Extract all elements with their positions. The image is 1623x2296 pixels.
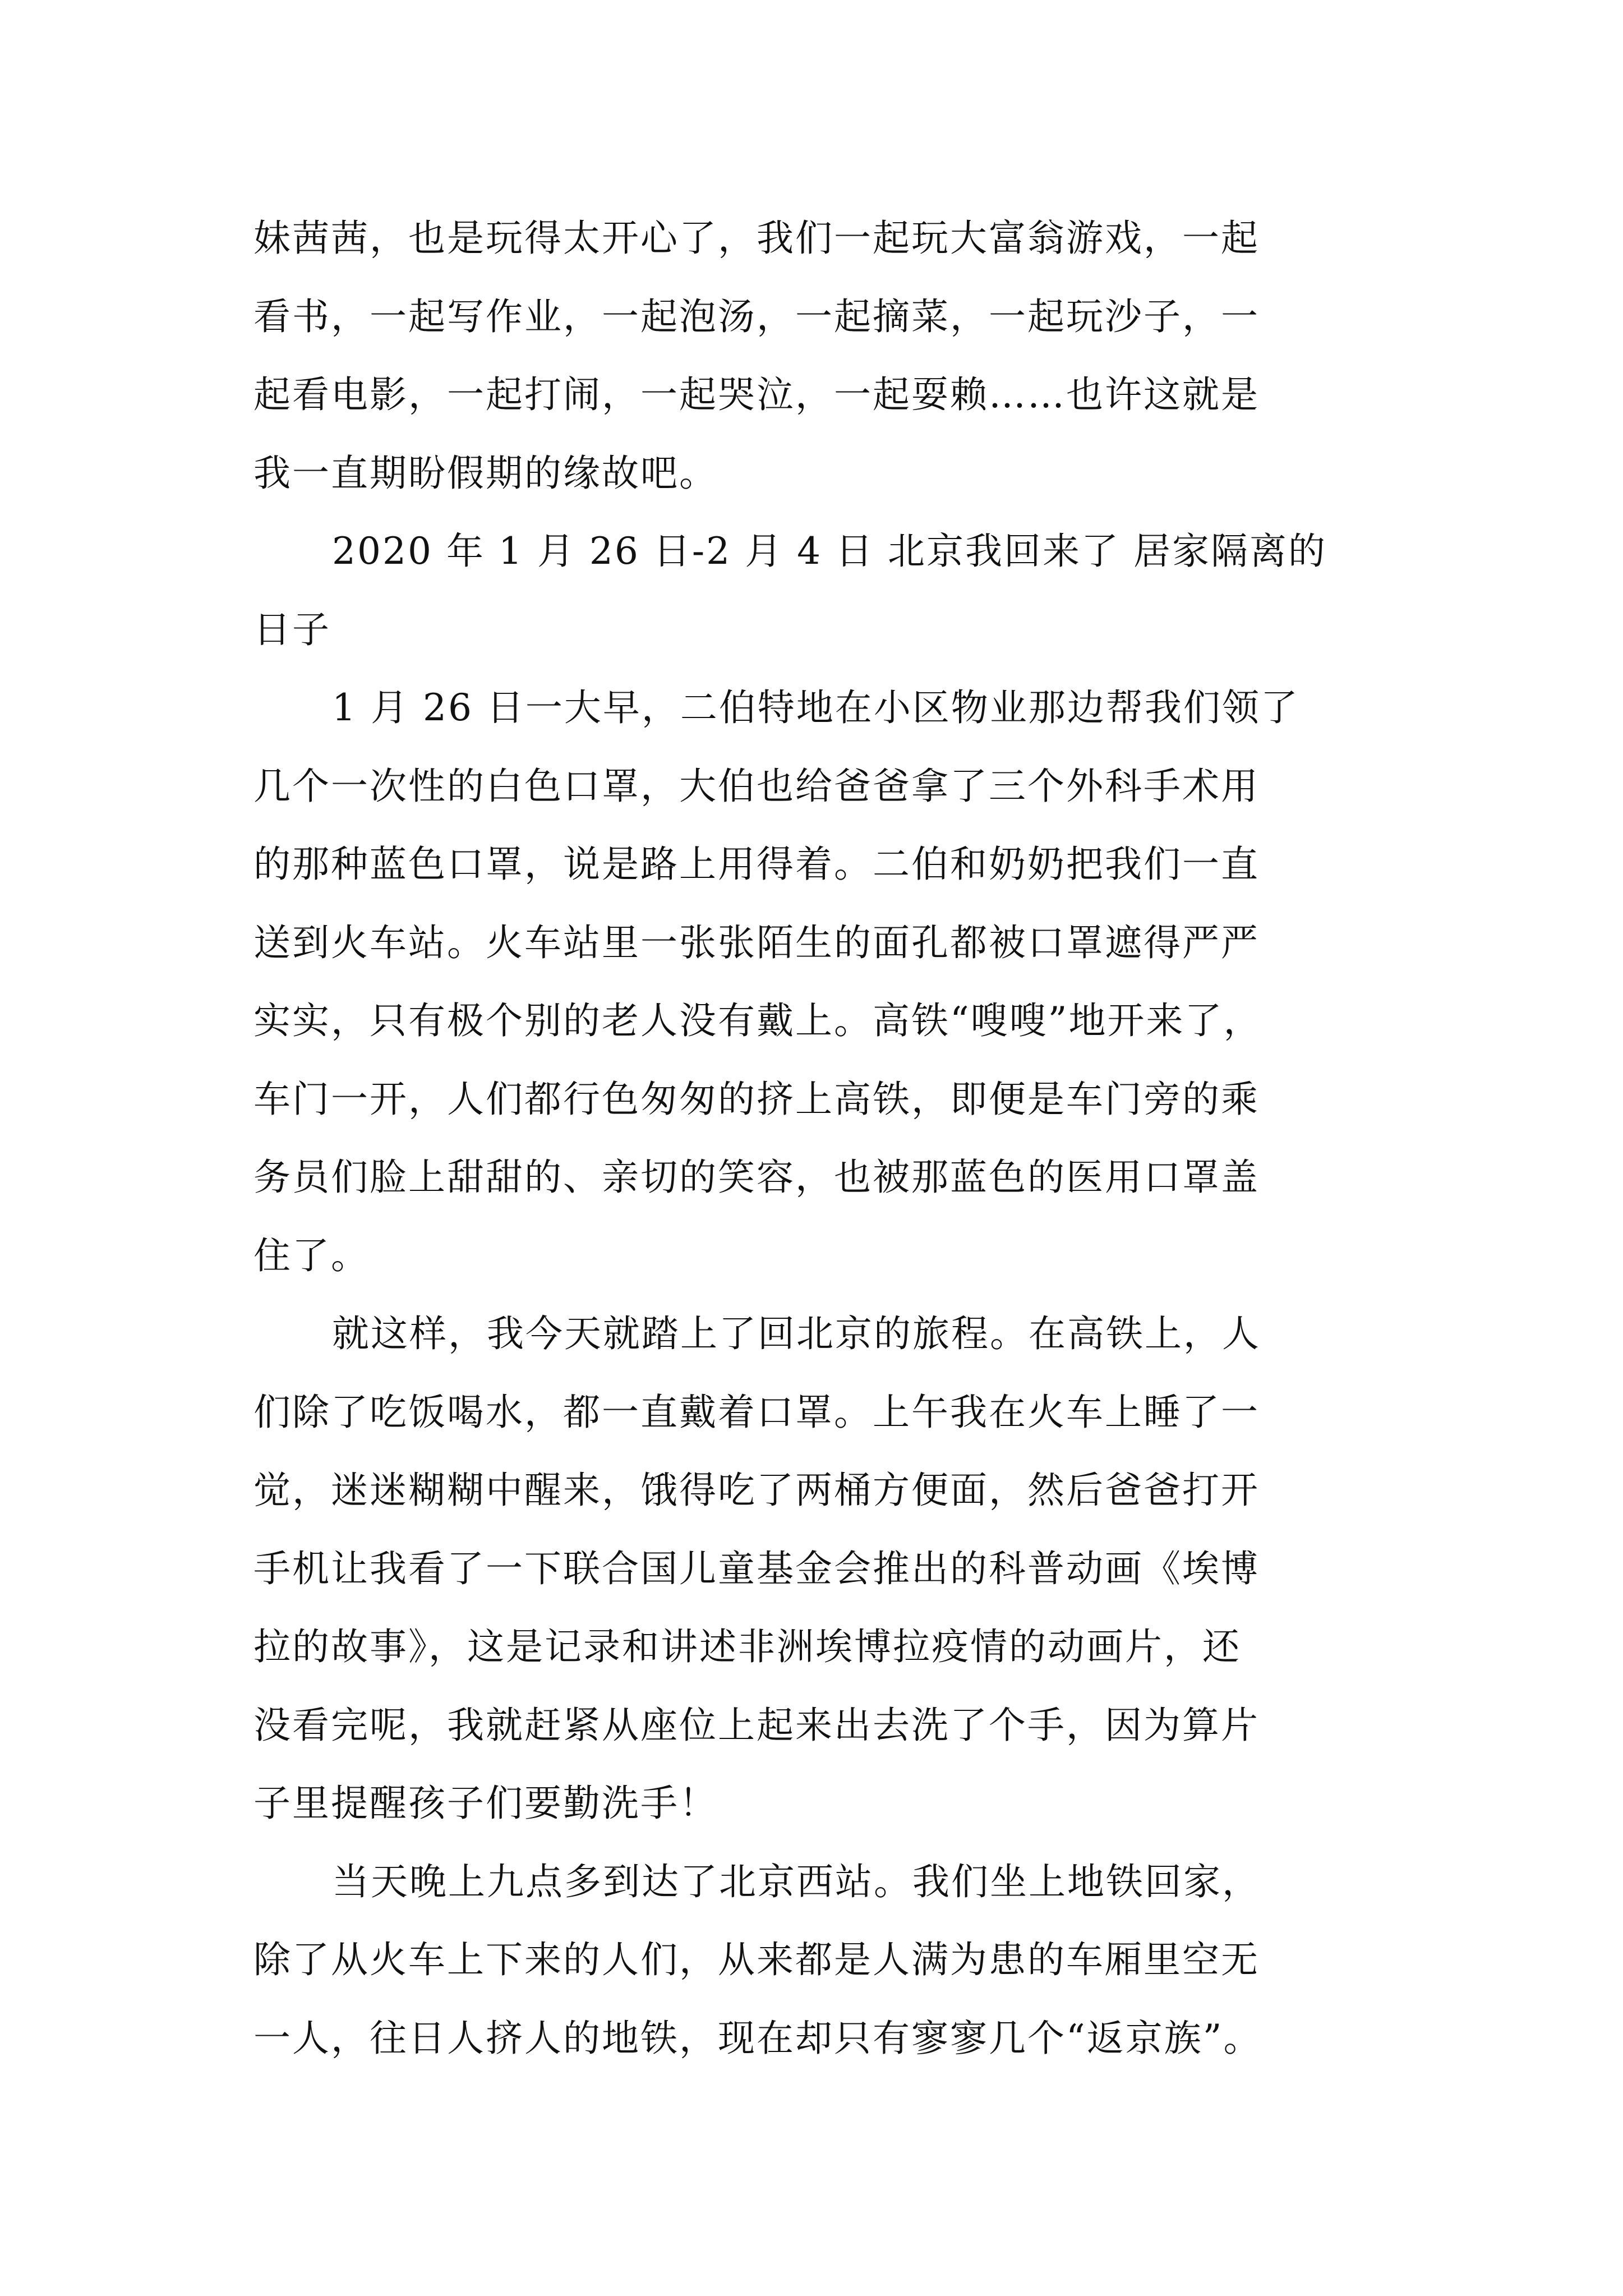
body-text-line: 看书，一起写作业，一起泡汤，一起摘菜，一起玩沙子，一	[253, 295, 1260, 338]
body-text-line: 当天晚上九点多到达了北京西站。我们坐上地铁回家，	[332, 1860, 1261, 1903]
body-text-line: 务员们脸上甜甜的、亲切的笑容，也被那蓝色的医用口罩盖	[253, 1156, 1260, 1199]
body-text-line: 1 月 26 日一大早，二伯特地在小区物业那边帮我们领了	[332, 686, 1299, 729]
body-text-line: 觉，迷迷糊糊中醒来，饿得吃了两桶方便面，然后爸爸打开	[253, 1469, 1260, 1512]
body-text-line: 几个一次性的白色口罩，大伯也给爸爸拿了三个外科手术用	[253, 765, 1260, 808]
body-text-line: 们除了吃饭喝水，都一直戴着口罩。上午我在火车上睡了一	[253, 1391, 1260, 1434]
body-text-line: 除了从火车上下来的人们，从来都是人满为患的车厢里空无	[253, 1938, 1260, 1981]
body-text-line: 的那种蓝色口罩，说是路上用得着。二伯和奶奶把我们一直	[253, 843, 1260, 886]
body-text-line: 拉的故事》，这是记录和讲述非洲埃博拉疫情的动画片，还	[253, 1625, 1241, 1668]
body-text-line: 实实，只有极个别的老人没有戴上。高铁“嗖嗖”地开来了，	[253, 999, 1262, 1042]
section-heading-line: 日子	[253, 608, 331, 651]
body-text-line: 起看电影，一起打闹，一起哭泣，一起耍赖……也许这就是	[253, 373, 1260, 416]
body-text-line: 子里提醒孩子们要勤洗手！	[253, 1782, 718, 1825]
body-text-line: 妹茜茜，也是玩得太开心了，我们一起玩大富翁游戏，一起	[253, 217, 1260, 260]
body-text-line: 我一直期盼假期的缘故吧。	[253, 452, 718, 495]
body-text-line: 车门一开，人们都行色匆匆的挤上高铁，即便是车门旁的乘	[253, 1078, 1260, 1121]
section-heading-line: 2020 年 1 月 26 日-2 月 4 日 北京我回来了 居家隔离的	[332, 530, 1327, 573]
body-text-line: 送到火车站。火车站里一张张陌生的面孔都被口罩遮得严严	[253, 921, 1260, 964]
body-text-line: 手机让我看了一下联合国儿童基金会推出的科普动画《埃博	[253, 1547, 1260, 1590]
body-text-line: 住了。	[253, 1234, 370, 1277]
body-text-line: 就这样，我今天就踏上了回北京的旅程。在高铁上，人	[332, 1312, 1261, 1355]
body-text-line: 没看完呢，我就赶紧从座位上起来出去洗了个手，因为算片	[253, 1704, 1260, 1747]
body-text-line: 一人，往日人挤人的地铁，现在却只有寥寥几个“返京族”。	[253, 2017, 1262, 2060]
